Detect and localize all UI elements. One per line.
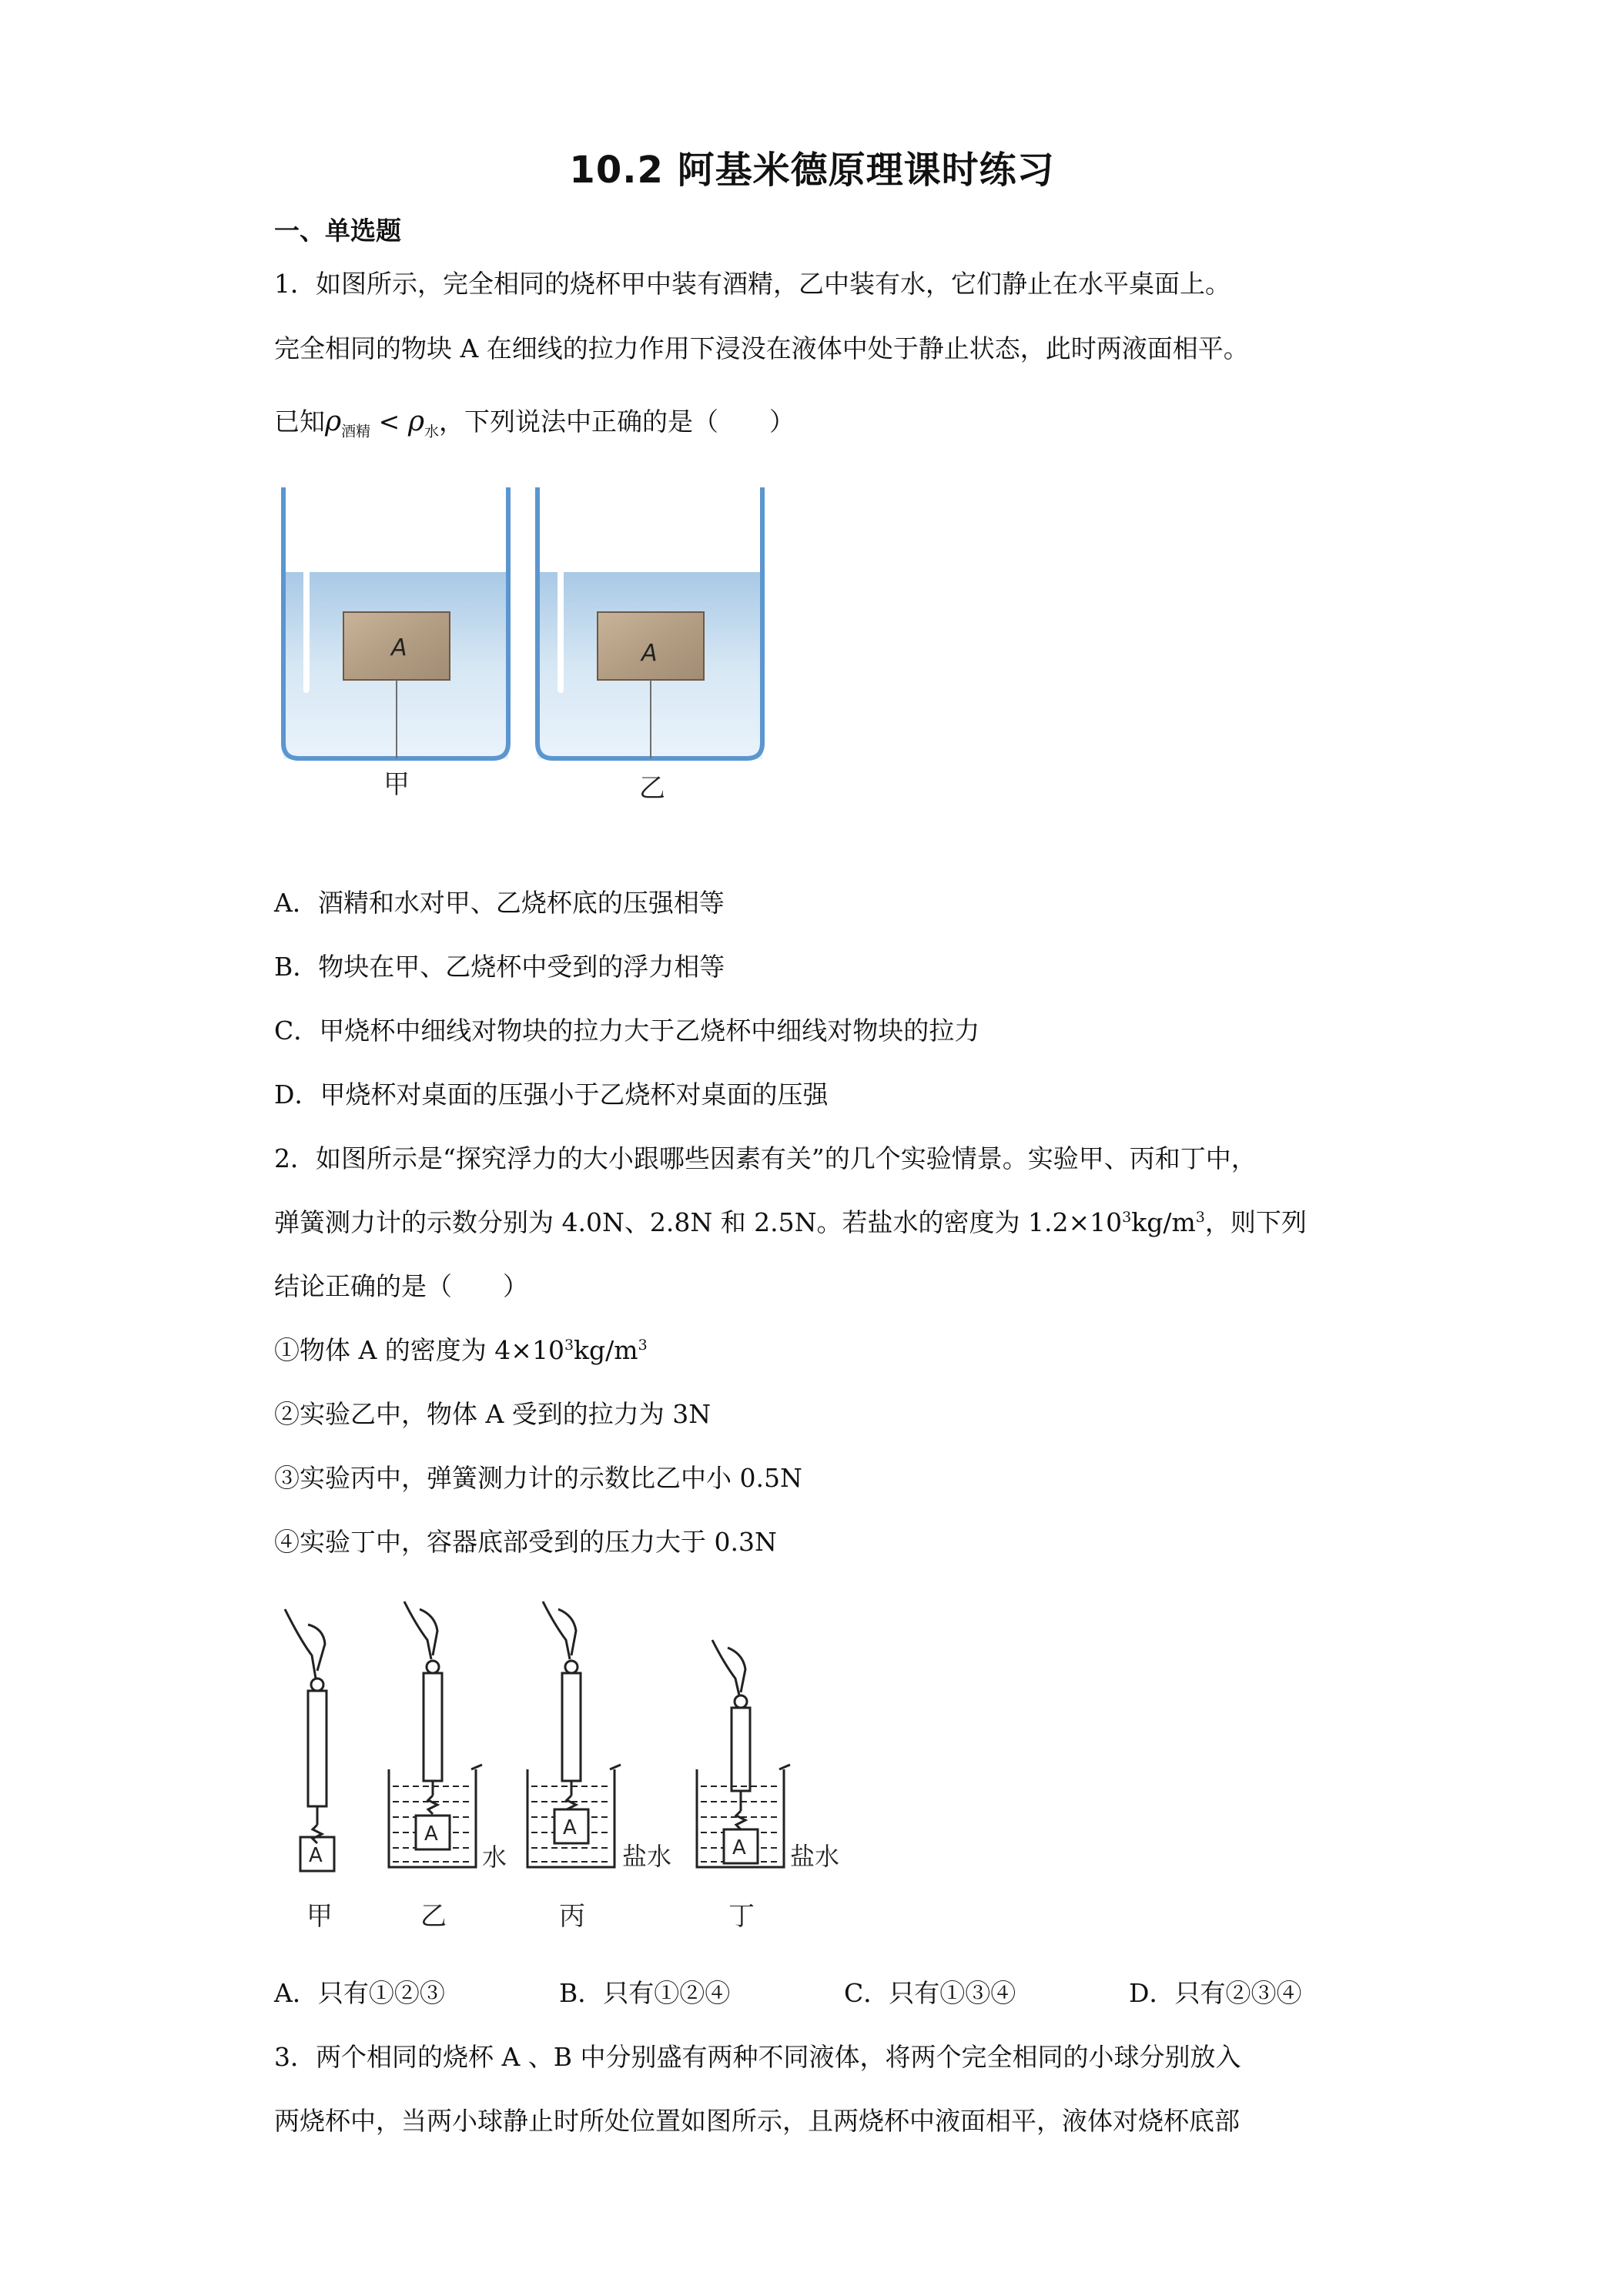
rho-symbol: ρ — [407, 406, 424, 437]
page-title: 10.2 阿基米德原理课时练习 — [569, 149, 1055, 192]
q1-option-d: D．甲烧杯对桌面的压强小于乙烧杯对桌面的压强 — [274, 1079, 829, 1110]
q1-line3 — [274, 408, 795, 440]
beaker-jia — [283, 487, 508, 800]
q1-option-b: B．物块在甲、乙烧杯中受到的浮力相等 — [274, 952, 725, 982]
q2-statement-4: ④实验丁中，容器底部受到的压力大于 0.3N — [274, 1527, 777, 1557]
q2-line1: 2．如图所示是“探究浮力的大小跟哪些因素有关”的几个实验情景。实验甲、丙和丁中， — [274, 1143, 1257, 1173]
experiment-ding — [697, 1640, 839, 1932]
q1-figure-beakers — [277, 481, 778, 805]
q2-line2-a: 弹簧测力计的示数分别为 4.0N、2.8N 和 2.5N。若盐水的密度为 1.2×10 — [274, 1207, 1123, 1237]
q2-option-b: B．只有①②④ — [559, 1978, 731, 2008]
block-a-label: A — [732, 1836, 746, 1859]
q1-line3-prefix: 已知 — [274, 407, 325, 437]
q2-line2-b: kg/m — [1131, 1207, 1196, 1237]
block-a-label: A — [391, 634, 407, 661]
q2-line3: 结论正确的是（ ） — [274, 1271, 528, 1301]
rho-symbol: ρ — [325, 406, 342, 437]
caption-bing: 丙 — [559, 1901, 585, 1932]
less-than: < — [370, 407, 408, 437]
q1-line3-suffix: ，下列说法中正确的是（ ） — [439, 407, 795, 437]
subscript-water: 水 — [424, 423, 440, 440]
q2-option-a: A．只有①②③ — [274, 1978, 445, 2008]
q1-option-c: C．甲烧杯中细线对物块的拉力大于乙烧杯中细线对物块的拉力 — [274, 1016, 980, 1046]
block-a-label: A — [563, 1816, 577, 1839]
superscript: 3 — [1195, 1209, 1205, 1226]
subscript-alcohol: 酒精 — [341, 423, 371, 440]
experiment-bing — [527, 1602, 671, 1932]
q2-s1-a: ①物体 A 的密度为 4×10 — [274, 1335, 564, 1365]
q1-line1: 1．如图所示，完全相同的烧杯甲中装有酒精，乙中装有水，它们静止在水平桌面上。 — [274, 269, 1231, 299]
caption-jia: 甲 — [383, 769, 410, 800]
caption-jia: 甲 — [306, 1901, 333, 1932]
q2-line2-c: ，则下列 — [1204, 1207, 1307, 1237]
caption-yi: 乙 — [639, 773, 665, 804]
q3-line1: 3．两个相同的烧杯 A 、B 中分别盛有两种不同液体，将两个完全相同的小球分别放入 — [274, 2042, 1241, 2072]
superscript: 3 — [638, 1337, 648, 1354]
q2-s1-b: kg/m — [574, 1335, 638, 1365]
liquid-saltwater-label: 盐水 — [790, 1842, 840, 1871]
q1-line2: 完全相同的物块 A 在细线的拉力作用下浸没在液体中处于静止状态，此时两液面相平。 — [274, 333, 1249, 363]
q3-line2: 两烧杯中，当两小球静止时所处位置如图所示，且两烧杯中液面相平，液体对烧杯底部 — [274, 2106, 1240, 2136]
q1-option-a: A．酒精和水对甲、乙烧杯底的压强相等 — [274, 888, 725, 918]
liquid-water-label: 水 — [482, 1842, 507, 1872]
q2-option-d: D．只有②③④ — [1129, 1978, 1302, 2008]
q2-statement-2: ②实验乙中，物体 A 受到的拉力为 3N — [274, 1399, 712, 1429]
superscript: 3 — [1122, 1209, 1132, 1226]
caption-ding: 丁 — [728, 1901, 755, 1932]
experiment-yi — [389, 1602, 507, 1932]
q2-figure-experiments — [270, 1594, 855, 1940]
q2-statement-3: ③实验丙中，弹簧测力计的示数比乙中小 0.5N — [274, 1463, 802, 1493]
section-heading: 一、单选题 — [274, 216, 401, 246]
block-a-label: A — [424, 1822, 438, 1846]
q2-line2 — [274, 1207, 1307, 1237]
beaker-yi — [537, 487, 762, 804]
superscript: 3 — [564, 1337, 574, 1354]
liquid-saltwater-label: 盐水 — [622, 1842, 672, 1871]
caption-yi: 乙 — [420, 1901, 447, 1932]
q2-option-c: C．只有①③④ — [844, 1978, 1016, 2008]
block-a-label: A — [309, 1844, 323, 1867]
block-a-label: A — [641, 640, 658, 667]
q2-statement-1 — [274, 1337, 648, 1363]
experiment-jia — [285, 1609, 334, 1932]
